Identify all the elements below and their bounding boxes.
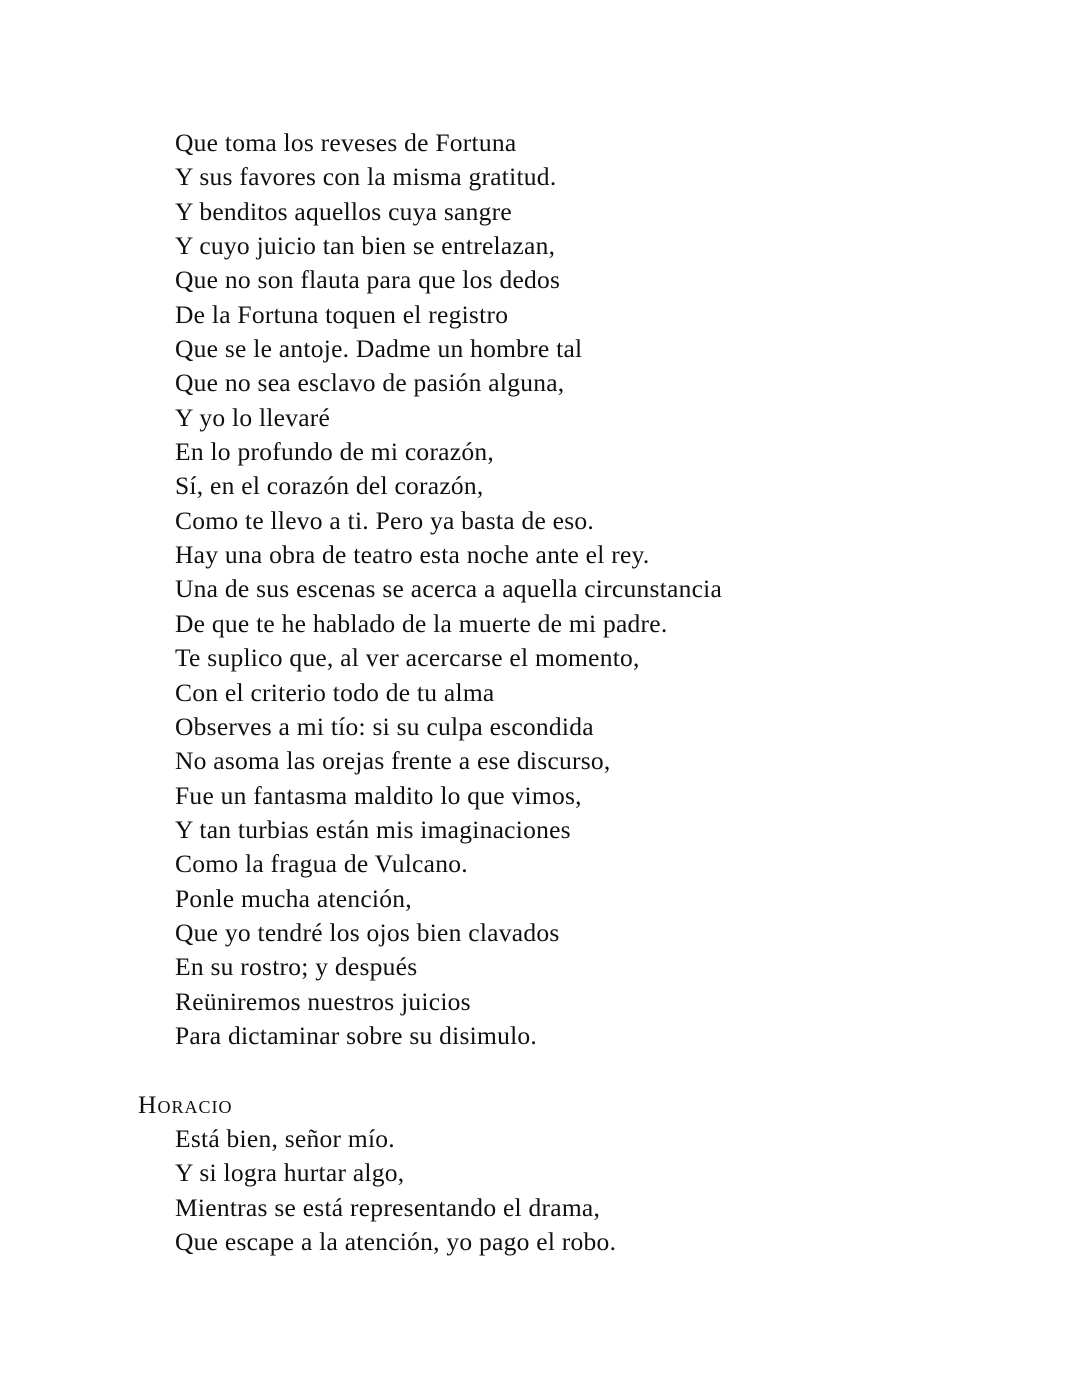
verse-line: De que te he hablado de la muerte de mi padre. (175, 608, 668, 638)
verse-line: Para dictaminar sobre su disimulo. (175, 1020, 538, 1050)
verse-line: No asoma las orejas frente a ese discurso, (175, 746, 611, 776)
verse-line: Que no sea esclavo de pasión alguna, (175, 368, 565, 398)
verse-line: Y tan turbias están mis imaginaciones (175, 814, 571, 844)
document-text-body (0, 126, 1080, 1259)
verse-line: Que no son flauta para que los dedos (175, 265, 561, 295)
verse-blocks-container (0, 126, 1080, 1259)
verse-line: Que yo tendré los ojos bien clavados (175, 917, 560, 947)
verse-line: Y si logra hurtar algo, (175, 1158, 405, 1188)
verse-line: Que se le antoje. Dadme un hombre tal (175, 334, 583, 364)
verse-line: Y benditos aquellos cuya sangre (175, 196, 512, 226)
verse-line: De la Fortuna toquen el registro (175, 299, 509, 329)
verse-line: Que toma los reveses de Fortuna (175, 128, 517, 157)
verse-line: Observes a mi tío: si su culpa escondida (175, 711, 594, 741)
verse-line: Como te llevo a ti. Pero ya basta de eso. (175, 505, 595, 535)
verse-line: Como la fragua de Vulcano. (175, 849, 468, 879)
verse-line: Sí, en el corazón del corazón, (175, 471, 484, 501)
verse-line: En lo profundo de mi corazón, (175, 437, 494, 467)
verse-line: Con el criterio todo de tu alma (175, 677, 495, 707)
verse-line: Está bien, señor mío. (175, 1123, 395, 1153)
speaker-label: Horacio (138, 1089, 233, 1119)
verse-line: Y yo lo llevaré (175, 402, 331, 432)
stanza-gap (0, 1053, 1080, 1087)
verse-line: Reüniremos nuestros juicios (175, 986, 471, 1016)
verse-line: Que escape a la atención, yo pago el robo. (175, 1227, 617, 1256)
verse-line: Fue un fantasma maldito lo que vimos, (175, 780, 582, 810)
verse-line: Te suplico que, al ver acercarse el momento, (175, 643, 640, 673)
verse-line: Y cuyo juicio tan bien se entrelazan, (175, 231, 556, 261)
verse-line: Una de sus escenas se acerca a aquella circunstancia (175, 574, 723, 604)
verse-line: Hay una obra de teatro esta noche ante el rey. (175, 540, 650, 570)
verse-line: En su rostro; y después (175, 952, 418, 982)
verse-line: Mientras se está representando el drama, (175, 1192, 601, 1222)
verse-line: Y sus favores con la misma gratitud. (175, 162, 557, 192)
verse-line: Ponle mucha atención, (175, 883, 412, 913)
